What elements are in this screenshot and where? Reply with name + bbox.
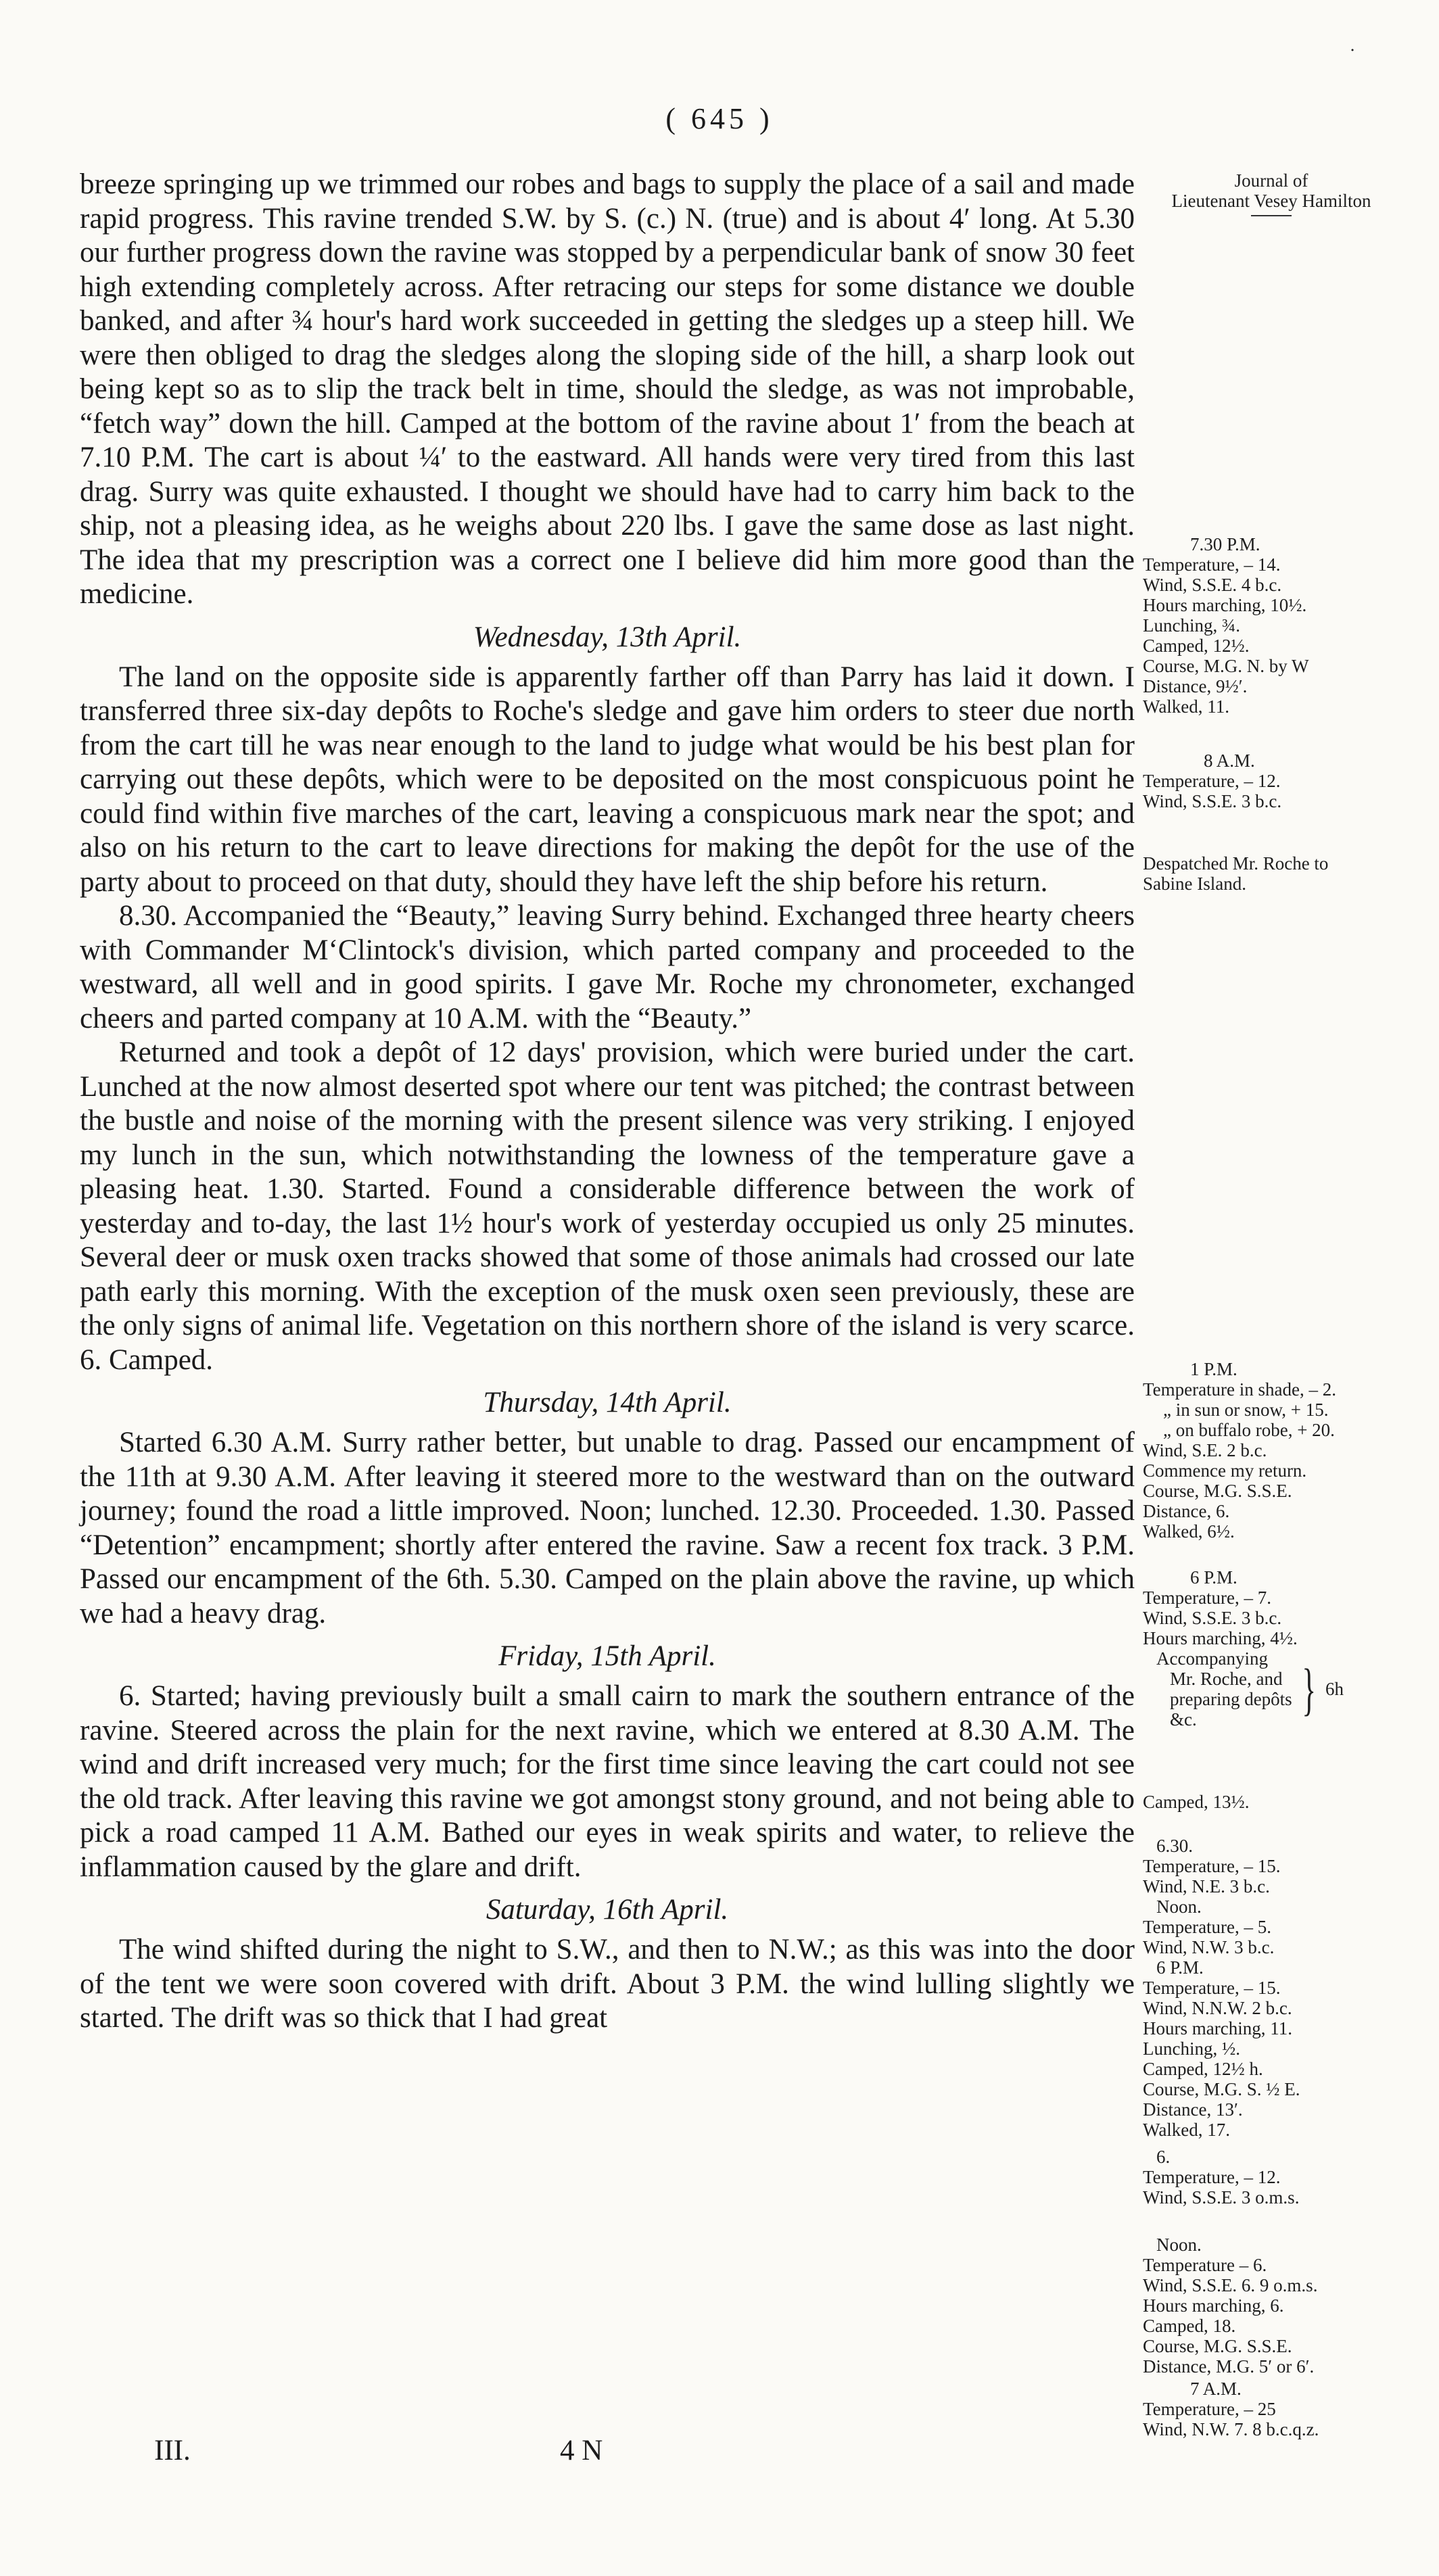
margin-line: Hours marching, 6. <box>1143 2295 1284 2316</box>
margin-line: Temperature, – 7. <box>1143 1588 1272 1608</box>
margin-header-line1: Journal of <box>1234 170 1308 191</box>
margin-line: Course, M.G. S. ½ E. <box>1143 2079 1300 2099</box>
paragraph-6: 6. Started; having previously built a small cairn to mark the southern entrance of the ravine. Steered across the plain for the next ravine, which we entered at 8.30 A.M. The wind and drift increased very much; for the first time since leaving the cart could not see the old track. After leaving this ravine we got amongst stony ground, and not being able to pick a road camped 11 A.M. Bathed our eyes in weak spirits and water, to relieve the inflammation caused by the glare and drift. <box>80 1680 1135 1883</box>
margin-line: Wind, S.S.E. 4 b.c. <box>1143 575 1282 595</box>
margin-header-rule <box>1251 215 1292 216</box>
margin-line: 6 P.M. <box>1156 1957 1204 1978</box>
heading-friday: Friday, 15th April. <box>498 1640 716 1672</box>
margin-line: Temperature, – 14. <box>1143 554 1281 575</box>
margin-note-2 <box>1143 750 1400 811</box>
paragraph-4: Returned and took a depôt of 12 days' provision, which were buried under the cart. Lunched at the now almost deserted spot where our tent was pitched; the contrast between the bustle and noise of the morning with the present silence was very striking. I enjoyed my lunch in the sun, which notwithstanding the lowness of the temperature gave a pleasing heat. 1.30. Started. Found a considerable difference between the work of yesterday and to-day, the last 1½ hour's work of yesterday occupied us only 25 minutes. Several deer or musk oxen tracks showed that some of those animals had crossed our late path early this morning. With the exception of the musk oxen seen previously, these are the only signs of animal life. Vegetation on this northern shore of the island is very scarce. 6. Camped. <box>80 1036 1135 1376</box>
paragraph-1: breeze springing up we trimmed our robes and bags to supply the place of a sail and made rapid progress. This ravine trended S.W. by S. (c.) N. (true) and is about 4′ long. At 5.30 our further progress down the ravine was stopped by a perpendicular bank of snow 30 feet high extending completely across. After retracing our steps for some distance we double banked, and after ¾ hour's hard work succeeded in getting the sledges up a steep hill. We were then obliged to drag the sledges along the sloping side of the hill, a sharp look out being kept so as to slip the track belt in time, should the sledge, as was not improbable, “fetch way” down the hill. Camped at the bottom of the ravine about 1′ from the beach at 7.10 P.M. The cart is about ¼′ to the eastward. All hands were very tired from this last drag. Surry was quite exhausted. I thought we should have had to carry him back to the ship, not a pleasing idea, as he weighs about 220 lbs. I gave the same dose as last night. The idea that my prescription was a correct one I believe did him more good than the medicine. <box>80 168 1135 610</box>
margin-line: Course, M.G. S.S.E. <box>1143 2336 1292 2356</box>
margin-line: Noon. <box>1156 2235 1202 2255</box>
margin-line: Temperature in shade, – 2. <box>1143 1379 1337 1400</box>
margin-note-3 <box>1143 853 1400 894</box>
margin-note-5 <box>1143 1567 1400 1730</box>
margin-header-line2: Lieutenant Vesey Hamilton <box>1171 191 1371 211</box>
margin-line: 6. <box>1156 2147 1171 2167</box>
heading-thursday: Thursday, 14th April. <box>483 1387 732 1418</box>
margin-line: Distance, 6. <box>1143 1501 1230 1521</box>
margin-line: 1 P.M. <box>1190 1359 1237 1379</box>
signature-mark: III. <box>154 2435 191 2466</box>
margin-line: Distance, M.G. 5′ or 6′. <box>1143 2356 1315 2377</box>
margin-line: Commence my return. <box>1143 1460 1307 1481</box>
margin-line: Accompanying <box>1156 1648 1268 1669</box>
margin-header <box>1143 170 1400 216</box>
margin-line: Wind, S.E. 2 b.c. <box>1143 1440 1267 1460</box>
margin-line: Wind, S.S.E. 3 o.m.s. <box>1143 2187 1300 2208</box>
paragraph-5: Started 6.30 A.M. Surry rather better, but unable to drag. Passed our encampment of the 11th at 9.30 A.M. After leaving it steered more to the westward than on the outward journey; found the road a little improved. Noon; lunched. 12.30. Proceeded. 1.30. Passed “Detention” encampment; shortly after entered the ravine. Saw a recent fox track. 3 P.M. Passed our encampment of the 6th. 5.30. Camped on the plain above the ravine, up which we had a heavy drag. <box>80 1427 1135 1629</box>
margin-line: Temperature, – 25 <box>1143 2399 1276 2419</box>
margin-line: Lunching, ½. <box>1143 2038 1240 2059</box>
margin-line: Hours marching, 11. <box>1143 2018 1292 2038</box>
margin-line: Lunching, ¾. <box>1143 615 1240 636</box>
margin-line: Temperature – 6. <box>1143 2255 1267 2275</box>
margin-line: Wind, S.S.E. 3 b.c. <box>1143 1608 1282 1628</box>
margin-note-7 <box>1143 1836 1400 2140</box>
margin-line: Temperature, – 15. <box>1143 1978 1281 1998</box>
margin-note-9 <box>1143 2235 1400 2377</box>
margin-line: Temperature, – 12. <box>1143 2167 1281 2187</box>
margin-line: 7 A.M. <box>1190 2379 1242 2399</box>
margin-line: 6.30. <box>1156 1836 1193 1856</box>
margin-line: &c. <box>1170 1709 1197 1730</box>
margin-line: Despatched Mr. Roche to <box>1143 853 1329 874</box>
margin-line: Walked, 6½. <box>1143 1521 1235 1542</box>
margin-line: Course, M.G. N. by W <box>1143 656 1309 676</box>
margin-brace-value: 6h <box>1325 1679 1344 1699</box>
margin-line: Walked, 17. <box>1143 2120 1231 2140</box>
heading-saturday: Saturday, 16th April. <box>486 1894 729 1926</box>
margin-line: Sabine Island. <box>1143 874 1246 894</box>
paragraph-3: 8.30. Accompanied the “Beauty,” leaving Surry behind. Exchanged three hearty cheers with Commander M‘Clintock's division, which parted company and proceeded to the westward, all well and in good spirits. I gave Mr. Roche my chronometer, exchanged cheers and parted company at 10 A.M. with the “Beauty.” <box>80 900 1135 1034</box>
margin-brace-group <box>1143 1648 1400 1730</box>
margin-note-10 <box>1143 2379 1400 2439</box>
heading-wednesday: Wednesday, 13th April. <box>473 621 742 653</box>
margin-line: Distance, 13′. <box>1143 2099 1243 2120</box>
paragraph-2: The land on the opposite side is apparently farther off than Parry has laid it down. I transferred three six-day depôts to Roche's sledge and gave him orders to steer due north from the cart till he was near enough to the land to judge what would be his best plan for carrying out these depôts, which were to be deposited on the most conspicuous point he could find within five marches of the cart, leaving a conspicuous mark near the spot; and also on his return to the cart to leave directions for making the depôt for the use of the party about to proceed on that duty, should they have left the ship before his return. <box>80 661 1135 898</box>
paragraph-7: The wind shifted during the night to S.W., and then to N.W.; as this was into the door of the tent we were soon covered with drift. About 3 P.M. the wind lulling slightly we started. The drift was so thick that I had great <box>80 1934 1135 2034</box>
brace-icon: } <box>1302 1656 1316 1721</box>
margin-line: Camped, 18. <box>1143 2316 1236 2336</box>
margin-line: 6 P.M. <box>1190 1567 1237 1588</box>
margin-line: Distance, 9½′. <box>1143 676 1248 696</box>
margin-note-1 <box>1143 534 1400 717</box>
page-number: ( 645 ) <box>665 102 774 135</box>
margin-line: Temperature, – 15. <box>1143 1856 1281 1876</box>
margin-line: Camped, 12½ h. <box>1143 2059 1263 2079</box>
margin-line: Course, M.G. S.S.E. <box>1143 1481 1292 1501</box>
margin-line: „ in sun or snow, + 15. <box>1163 1400 1329 1420</box>
margin-line: Hours marching, 4½. <box>1143 1628 1298 1648</box>
margin-line: Wind, N.W. 7. 8 b.c.q.z. <box>1143 2419 1319 2439</box>
margin-line: Wind, N.W. 3 b.c. <box>1143 1937 1275 1957</box>
margin-line: Wind, N.N.W. 2 b.c. <box>1143 1998 1292 2018</box>
margin-line: Camped, 12½. <box>1143 636 1250 656</box>
margin-line: Wind, S.S.E. 6. 9 o.m.s. <box>1143 2275 1318 2295</box>
margin-note-6 <box>1143 1792 1400 1812</box>
margin-line: 7.30 P.M. <box>1190 534 1260 554</box>
main-text <box>80 168 1135 2036</box>
margin-line: Temperature, – 5. <box>1143 1917 1272 1937</box>
margin-line: Hours marching, 10½. <box>1143 595 1307 615</box>
margin-line: Wind, S.S.E. 3 b.c. <box>1143 791 1282 811</box>
margin-line: Mr. Roche, and <box>1170 1669 1283 1689</box>
margin-line: preparing depôts <box>1170 1689 1292 1709</box>
margin-note-8 <box>1143 2147 1400 2208</box>
catchword: 4 N <box>560 2435 603 2466</box>
corner-mark: ˙ <box>1349 45 1356 67</box>
margin-line: Wind, N.E. 3 b.c. <box>1143 1876 1270 1897</box>
margin-note-4 <box>1143 1359 1400 1542</box>
margin-line: Walked, 11. <box>1143 696 1230 717</box>
margin-line: Temperature, – 12. <box>1143 771 1281 791</box>
margin-line: Noon. <box>1156 1897 1202 1917</box>
margin-line: 8 A.M. <box>1204 750 1255 771</box>
margin-brace-text <box>1143 1648 1292 1730</box>
margin-line: „ on buffalo robe, + 20. <box>1163 1420 1335 1440</box>
margin-line: Camped, 13½. <box>1143 1792 1250 1812</box>
